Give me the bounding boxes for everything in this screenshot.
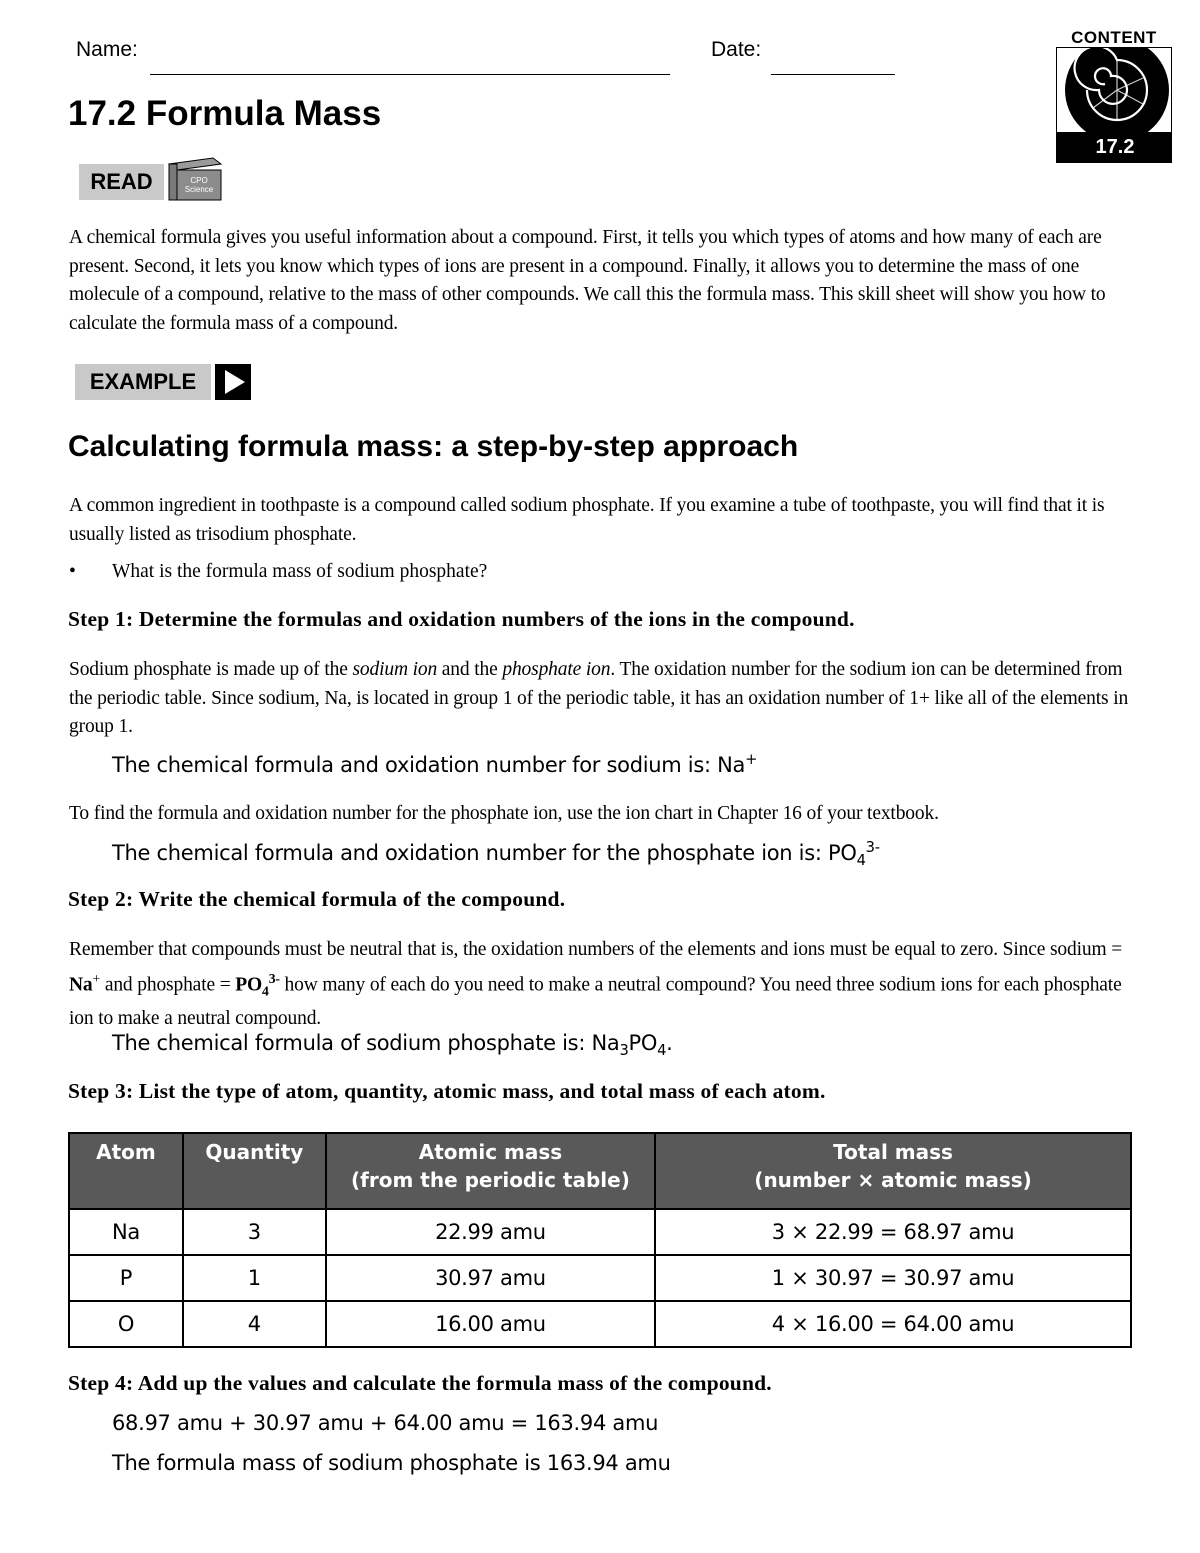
step2-paragraph [69,936,1134,1034]
step2-po: PO [235,974,263,995]
sodium-charge: + [745,751,758,768]
formula-mass-result: The formula mass of sodium phosphate is 163.94 amu [112,1451,671,1475]
cell-total-mass: 1 × 30.97 = 30.97 amu [655,1255,1131,1301]
compound-subscript-4: 4 [657,1042,667,1060]
table-row [69,1301,1131,1347]
read-label: READ [79,164,164,200]
header-atom: Atom [69,1133,183,1209]
compound-callout-period: . [666,1031,673,1055]
example-badge [75,364,253,400]
step4-heading: Step 4: Add up the values and calculate the formula mass of the compound. [68,1371,772,1395]
header-quantity: Quantity [183,1133,326,1209]
step2-text-a: Remember that compounds must be neutral that is, the oxidation numbers of the elements and ions must be equal to zero. Since sodium = [69,939,1123,960]
nautilus-shell-icon [1056,47,1172,163]
page-title: 17.2 Formula Mass [68,94,382,133]
header-atomic-mass [326,1133,655,1209]
header-atomic-mass-line2: (from the periodic table) [351,1168,630,1192]
phosphate-formula-callout [112,839,880,869]
date-label: Date: [711,38,762,61]
question-text: What is the formula mass of sodium phosphate? [112,561,488,582]
cell-atom: Na [69,1209,183,1255]
cell-atomic-mass: 22.99 amu [326,1209,655,1255]
cell-atomic-mass: 30.97 amu [326,1255,655,1301]
read-badge [79,156,224,204]
step2-na-charge: + [92,970,101,986]
book-text-science: Science [184,185,214,194]
step2-heading: Step 2: Write the chemical formula of the compound. [68,887,566,911]
table-header-row [69,1133,1131,1209]
book-text-cpo: CPO [190,176,208,185]
header-total-mass [655,1133,1131,1209]
compound-formula-callout [112,1031,673,1059]
content-badge-label: CONTENT [1071,28,1157,47]
content-badge [1056,28,1172,164]
sodium-formula-callout [112,751,757,777]
cell-atom: P [69,1255,183,1301]
header-total-mass-line2: (number × atomic mass) [754,1168,1032,1192]
cell-quantity: 4 [183,1301,326,1347]
step2-po-charge: 3- [268,970,280,986]
sum-equation: 68.97 amu + 30.97 amu + 64.00 amu = 163.94 amu [112,1411,659,1435]
cell-quantity: 1 [183,1255,326,1301]
cell-quantity: 3 [183,1209,326,1255]
play-arrow-icon [215,364,251,400]
step2-text-c: how many of each do you need to make a neutral compound? You need three sodium ions for each phosphate ion to make a neutral compound. [69,974,1122,1030]
atom-mass-table [68,1132,1132,1348]
header-total-mass-line1: Total mass [833,1140,953,1164]
step1-paragraph [69,656,1134,742]
phosphate-charge: 3- [865,839,880,856]
compound-subscript-3: 3 [619,1042,629,1060]
phosphate-callout-text: The chemical formula and oxidation number for the phosphate ion is: PO [112,841,857,865]
step2-text-b: and phosphate = [100,974,236,995]
section-heading: Calculating formula mass: a step-by-step approach [68,430,799,463]
cell-atomic-mass: 16.00 amu [326,1301,655,1347]
step1-text-a: Sodium phosphate is made up of the [69,659,353,680]
problem-paragraph: A common ingredient in toothpaste is a compound called sodium phosphate. If you examine a tube of toothpaste, you will find that it is usually listed as trisodium phosphate. [69,495,1105,545]
cell-total-mass: 3 × 22.99 = 68.97 amu [655,1209,1131,1255]
sodium-callout-text: The chemical formula and oxidation number for sodium is: Na [112,753,746,777]
date-line [771,74,895,75]
name-label: Name: [76,38,138,61]
step2-na: Na [69,974,93,995]
step1-sodium-ion: sodium ion [352,659,438,680]
cell-total-mass: 4 × 16.00 = 64.00 amu [655,1301,1131,1347]
step1-paragraph-2: To find the formula and oxidation number for the phosphate ion, use the ion chart in Chapter 16 of your textbook. [69,803,939,824]
step2-po-subscript: 4 [262,982,269,998]
book-icon [165,156,223,202]
table-row [69,1209,1131,1255]
bullet-dot: • [69,561,76,582]
step3-heading: Step 3: List the type of atom, quantity, atomic mass, and total mass of each atom. [68,1079,826,1103]
step1-phosphate-ion: phosphate ion [502,659,611,680]
compound-callout-text: The chemical formula of sodium phosphate is: Na [112,1031,620,1055]
table-row [69,1255,1131,1301]
phosphate-subscript: 4 [856,852,866,870]
header-atomic-mass-line1: Atomic mass [418,1140,563,1164]
step1-text-b: and the [437,659,503,680]
content-badge-number: 17.2 [1057,132,1172,162]
name-line [150,74,670,75]
compound-callout-po: PO [628,1031,658,1055]
step1-text-c: . The oxidation number for the sodium ion can be determined from the periodic table. Since sodium, Na, is located in group 1 of the periodic table, it has an oxidation number of 1+ like all of the elements in group 1. [69,659,1129,737]
step1-heading: Step 1: Determine the formulas and oxidation numbers of the ions in the compound. [68,607,855,631]
example-label: EXAMPLE [75,364,211,400]
intro-paragraph: A chemical formula gives you useful information about a compound. First, it tells you which types of atoms and how many of each are present. Second, it lets you know which types of ions are present in a compound. Finally, it allows you to determine the mass of one molecule of a compound, relative to the mass of other compounds. We call this the formula mass. This skill sheet will show you how to calculate the formula mass of a compound. [69,227,1106,334]
cell-atom: O [69,1301,183,1347]
